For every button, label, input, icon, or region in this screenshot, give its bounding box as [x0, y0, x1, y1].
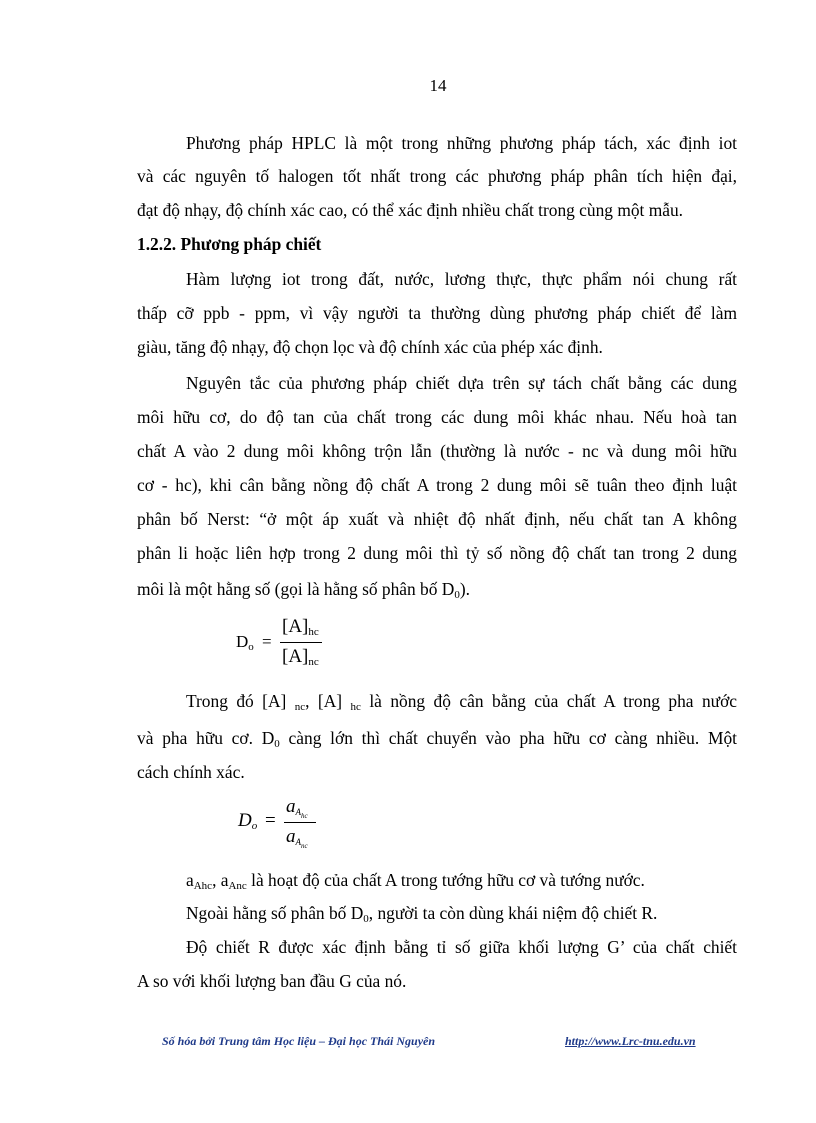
paragraph-line: $a_{Ahc}$, $a_{Anc}$ là hoạt độ của chất A trong tướng hữu cơ và tướng nước. — [186, 870, 645, 892]
formula-denominator: $[A]_{nc}$ — [282, 646, 319, 668]
text-run: ). — [459, 579, 470, 599]
section-heading: 1.2.2. Phương pháp chiết — [137, 234, 322, 254]
paragraph-line: thấp cỡ ppb - ppm, vì vậy người ta thường dùng phương pháp chiết để làm — [137, 303, 737, 323]
formula-equals: = — [265, 810, 276, 831]
paragraph-line: Độ chiết R được xác định bằng tỉ số giữa khối lượng G’ của chất chiết — [186, 937, 737, 957]
paragraph-line: phân li hoặc liên hợp trong 2 dung môi thì tỷ số nồng độ chất tan trong 2 dung — [137, 543, 737, 563]
page-number: 14 — [429, 76, 447, 95]
formula-lhs: $D_o$ — [238, 810, 258, 832]
paragraph-line: môi hữu cơ, do độ tan của chất trong các dung môi khác nhau. Nếu hoà tan — [137, 407, 737, 427]
paragraph-line: Ngoài hằng số phân bố $D_0$, người ta còn dùng khái niệm độ chiết R. — [186, 903, 658, 925]
paragraph-line: A so với khối lượng ban đầu G của nó. — [137, 971, 407, 991]
paragraph-line: phân bố Nerst: “ở một áp xuất và nhiệt độ nhất định, nếu chất tan A không — [137, 509, 737, 529]
text-run: môi là một hằng số (gọi là hằng số phân bố D — [137, 579, 455, 599]
formula-denominator: $a_{Anc}$ — [286, 826, 308, 850]
paragraph-line: chất A vào 2 dung môi không trộn lẫn (thường là nước - nc và dung môi hữu — [137, 441, 737, 461]
fraction-bar — [284, 822, 316, 823]
paragraph-line: đạt độ nhạy, độ chính xác cao, có thể xác định nhiều chất trong cùng một mẫu. — [137, 200, 684, 220]
formula-numerator: $[A]_{hc}$ — [282, 616, 319, 638]
subscript: 0 — [454, 589, 460, 601]
footer-credit: Số hóa bởi Trung tâm Học liệu – Đại học Thái Nguyên — [162, 1034, 436, 1048]
fraction-bar — [280, 642, 322, 643]
paragraph-line: Phương pháp HPLC là một trong những phương pháp tách, xác định iot — [186, 133, 737, 153]
paragraph-line — [137, 578, 737, 600]
paragraph-line: Nguyên tắc của phương pháp chiết dựa trên sự tách chất bằng các dung — [186, 373, 737, 393]
paragraph-line: cơ - hc), khi cân bằng nồng độ chất A trong 2 dung môi sẽ tuân theo định luật — [137, 475, 737, 495]
formula-lhs: $D_o$ — [236, 632, 254, 653]
formula-equals: = — [262, 632, 272, 651]
paragraph-line: Hàm lượng iot trong đất, nước, lương thực, thực phẩm nói chung rất — [186, 269, 737, 289]
formula-numerator: $a_{Ahc}$ — [286, 796, 308, 820]
paragraph-line: giàu, tăng độ nhạy, độ chọn lọc và độ chính xác của phép xác định. — [137, 337, 603, 357]
paragraph-line: cách chính xác. — [137, 762, 245, 782]
paragraph-line: Trong đó [A] $_{nc}$, [A] $_{hc}$ là nồng độ cân bằng của chất A trong pha nước — [186, 691, 738, 713]
paragraph-line: và các nguyên tố halogen tốt nhất trong các phương pháp phân tích hiện đại, — [137, 166, 737, 186]
footer-link[interactable]: http://www.Lrc-tnu.edu.vn — [565, 1034, 696, 1048]
paragraph-line: và pha hữu cơ. $D_0$ càng lớn thì chất chuyển vào pha hữu cơ càng nhiều. Một — [137, 728, 737, 750]
